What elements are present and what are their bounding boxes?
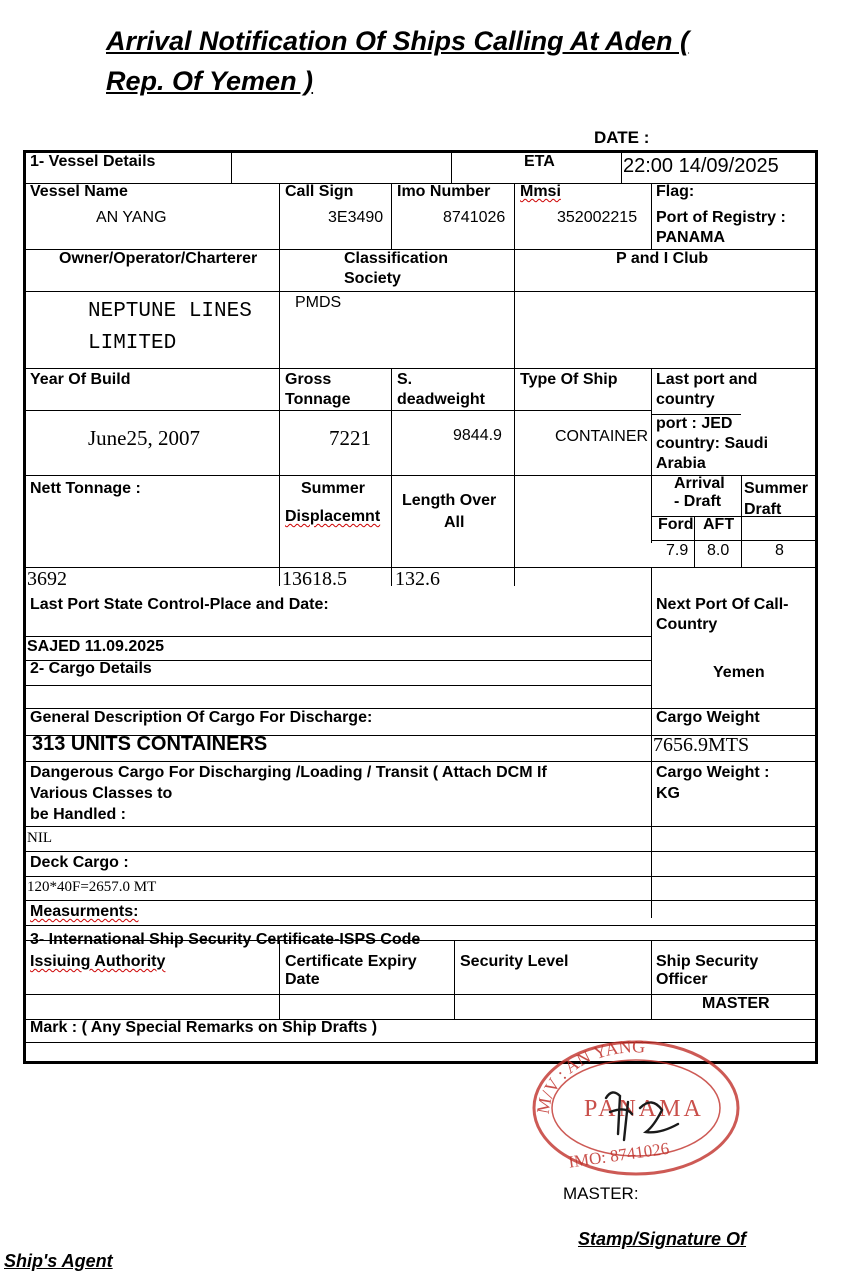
displacement-label-line2: Displacemnt xyxy=(285,508,381,525)
measurements-label: Measurments: xyxy=(30,903,139,920)
col-line xyxy=(391,183,392,249)
row-line xyxy=(26,900,816,901)
dangerous-cargo-label-line2: Various Classes to xyxy=(30,785,173,802)
cargo-description-value: 313 UNITS CONTAINERS xyxy=(32,733,268,755)
col-line xyxy=(514,183,515,249)
aft-draft-value: 8.0 xyxy=(707,542,730,559)
certificate-expiry-label-line1: Certificate Expiry xyxy=(285,953,417,970)
next-port-label-line1: Next Port Of Call- xyxy=(656,596,789,613)
owner-value-line1: NEPTUNE LINES xyxy=(88,300,252,323)
row-line xyxy=(26,994,816,995)
call-sign-label: Call Sign xyxy=(285,183,354,200)
ford-draft-value: 7.9 xyxy=(666,542,689,559)
deck-cargo-value: 120*40F=2657.0 MT xyxy=(27,879,157,895)
loa-label-line1: Length Over xyxy=(402,492,497,509)
col-line xyxy=(741,475,742,567)
row-line xyxy=(26,410,651,411)
gross-tonnage-label-line2: Tonnage xyxy=(285,391,351,408)
owner-label: Owner/Operator/Charterer xyxy=(59,250,258,267)
year-of-build-label: Year Of Build xyxy=(30,371,131,388)
col-line xyxy=(454,940,455,1019)
arrival-draft-label-line2: - Draft xyxy=(674,493,722,510)
loa-value: 132.6 xyxy=(395,568,440,590)
security-officer-label-line1: Ship Security xyxy=(656,953,759,970)
stamp-signature-label: Stamp/Signature Of xyxy=(578,1229,747,1249)
col-line xyxy=(651,940,652,1019)
psc-value: SAJED 11.09.2025 xyxy=(27,638,164,655)
ford-label: Ford xyxy=(658,516,694,533)
nett-tonnage-value: 3692 xyxy=(27,568,67,590)
registry-value: PANAMA xyxy=(656,229,726,246)
row-line xyxy=(26,925,816,926)
cargo-weight-label: Cargo Weight xyxy=(656,709,760,726)
dangerous-cargo-label-line3: be Handled : xyxy=(30,806,127,823)
row-line xyxy=(26,291,816,292)
security-level-label: Security Level xyxy=(460,953,569,970)
document-title-line1: Arrival Notification Of Ships Calling At Aden ( xyxy=(106,26,690,56)
registry-label: Port of Registry : xyxy=(656,209,786,226)
summer-draft-label-line2: Draft xyxy=(744,501,782,518)
ships-agent-label: Ship's Agent xyxy=(4,1251,113,1271)
col-line xyxy=(279,249,280,368)
class-society-value: PMDS xyxy=(295,294,342,311)
last-port-label-line1: Last port and xyxy=(656,371,758,388)
gross-tonnage-label-line1: Gross xyxy=(285,371,332,388)
last-country-value-line1: country: Saudi xyxy=(656,435,769,452)
next-port-label-line2: Country xyxy=(656,616,718,633)
col-line xyxy=(651,761,652,918)
dangerous-cargo-value: NIL xyxy=(27,830,52,846)
vessel-section-heading: 1- Vessel Details xyxy=(30,153,156,170)
deck-cargo-label: Deck Cargo : xyxy=(30,854,129,871)
security-officer-value: MASTER xyxy=(702,995,770,1012)
row-line xyxy=(26,685,651,686)
cargo-weight-value: 7656.9MTS xyxy=(653,734,750,756)
col-line xyxy=(621,153,622,183)
deadweight-value: 9844.9 xyxy=(453,427,502,444)
psc-label: Last Port State Control-Place and Date: xyxy=(30,596,329,613)
col-line xyxy=(279,940,280,1019)
col-line xyxy=(391,368,392,586)
col-line xyxy=(651,368,652,543)
eta-value: 22:00 14/09/2025 xyxy=(623,155,779,177)
nett-tonnage-label: Nett Tonnage : xyxy=(30,480,141,497)
class-society-label-line1: Classification xyxy=(344,250,449,267)
ship-type-label: Type Of Ship xyxy=(520,371,618,388)
summer-draft-label-line1: Summer xyxy=(744,480,809,497)
imo-value: 8741026 xyxy=(443,209,506,226)
dg-cargo-weight-label: Cargo Weight : xyxy=(656,764,770,781)
row-line xyxy=(26,761,816,762)
displacement-label-line1: Summer xyxy=(301,480,366,497)
loa-label-line2: All xyxy=(444,514,465,531)
row-line xyxy=(26,851,816,852)
col-line xyxy=(514,249,515,368)
date-label: DATE : xyxy=(594,128,650,147)
master-label: MASTER: xyxy=(563,1184,639,1203)
col-line xyxy=(514,368,515,586)
next-port-value: Yemen xyxy=(713,664,765,681)
class-society-label-line2: Society xyxy=(344,270,401,287)
flag-label: Flag: xyxy=(656,183,695,200)
row-line xyxy=(26,368,816,369)
imo-label: Imo Number xyxy=(397,183,491,200)
dg-cargo-weight-unit: KG xyxy=(656,785,680,802)
year-of-build-value: June25, 2007 xyxy=(88,426,200,450)
row-line xyxy=(26,826,816,827)
security-officer-label-line2: Officer xyxy=(656,971,708,988)
deadweight-label-line2: deadweight xyxy=(397,391,486,408)
last-country-value-line2: Arabia xyxy=(656,455,706,472)
vessel-name-value: AN YANG xyxy=(96,209,167,226)
stamp-text-top: M/V : AN YANG xyxy=(532,1036,646,1116)
col-line xyxy=(279,183,280,249)
col-line xyxy=(451,153,452,183)
col-line xyxy=(651,567,652,764)
vessel-stamp xyxy=(528,1036,743,1176)
issuing-authority-label: Issiuing Authority xyxy=(30,953,166,970)
mmsi-value: 352002215 xyxy=(557,209,638,226)
cargo-description-label: General Description Of Cargo For Discharge: xyxy=(30,709,373,726)
mmsi-label: Mmsi xyxy=(520,183,561,200)
eta-label: ETA xyxy=(524,153,555,170)
arrival-draft-label-line1: Arrival xyxy=(674,475,725,492)
aft-label: AFT xyxy=(703,516,735,533)
col-line xyxy=(694,516,695,567)
document-title-line2: Rep. Of Yemen ) xyxy=(106,66,314,96)
col-line xyxy=(651,183,652,249)
cargo-section-heading: 2- Cargo Details xyxy=(30,660,152,677)
owner-value-line2: LIMITED xyxy=(88,332,177,355)
dangerous-cargo-label-line1: Dangerous Cargo For Discharging /Loading / Transit ( Attach DCM If xyxy=(30,764,547,781)
gross-tonnage-value: 7221 xyxy=(329,426,371,450)
certificate-expiry-label-line2: Date xyxy=(285,971,320,988)
remarks-label: Mark : ( Any Special Remarks on Ship Drafts ) xyxy=(30,1019,378,1036)
last-port-value: port : JED xyxy=(656,415,733,432)
summer-draft-value: 8 xyxy=(775,542,784,559)
call-sign-value: 3E3490 xyxy=(328,209,384,226)
col-line xyxy=(231,153,232,183)
stamp-text-mid: PANAMA xyxy=(584,1096,704,1122)
last-port-label-line2: country xyxy=(656,391,715,408)
displacement-value: 13618.5 xyxy=(282,568,347,590)
ship-type-value: CONTAINER xyxy=(555,428,649,445)
deadweight-label-line1: S. xyxy=(397,371,413,388)
isps-section-heading: 3- International Ship Security Certificate-ISPS Code xyxy=(30,931,421,948)
pandi-label: P and I Club xyxy=(616,250,709,267)
col-line xyxy=(279,368,280,586)
vessel-name-label: Vessel Name xyxy=(30,183,128,200)
stamp-text-bottom: IMO: 8741026 xyxy=(567,1138,671,1172)
